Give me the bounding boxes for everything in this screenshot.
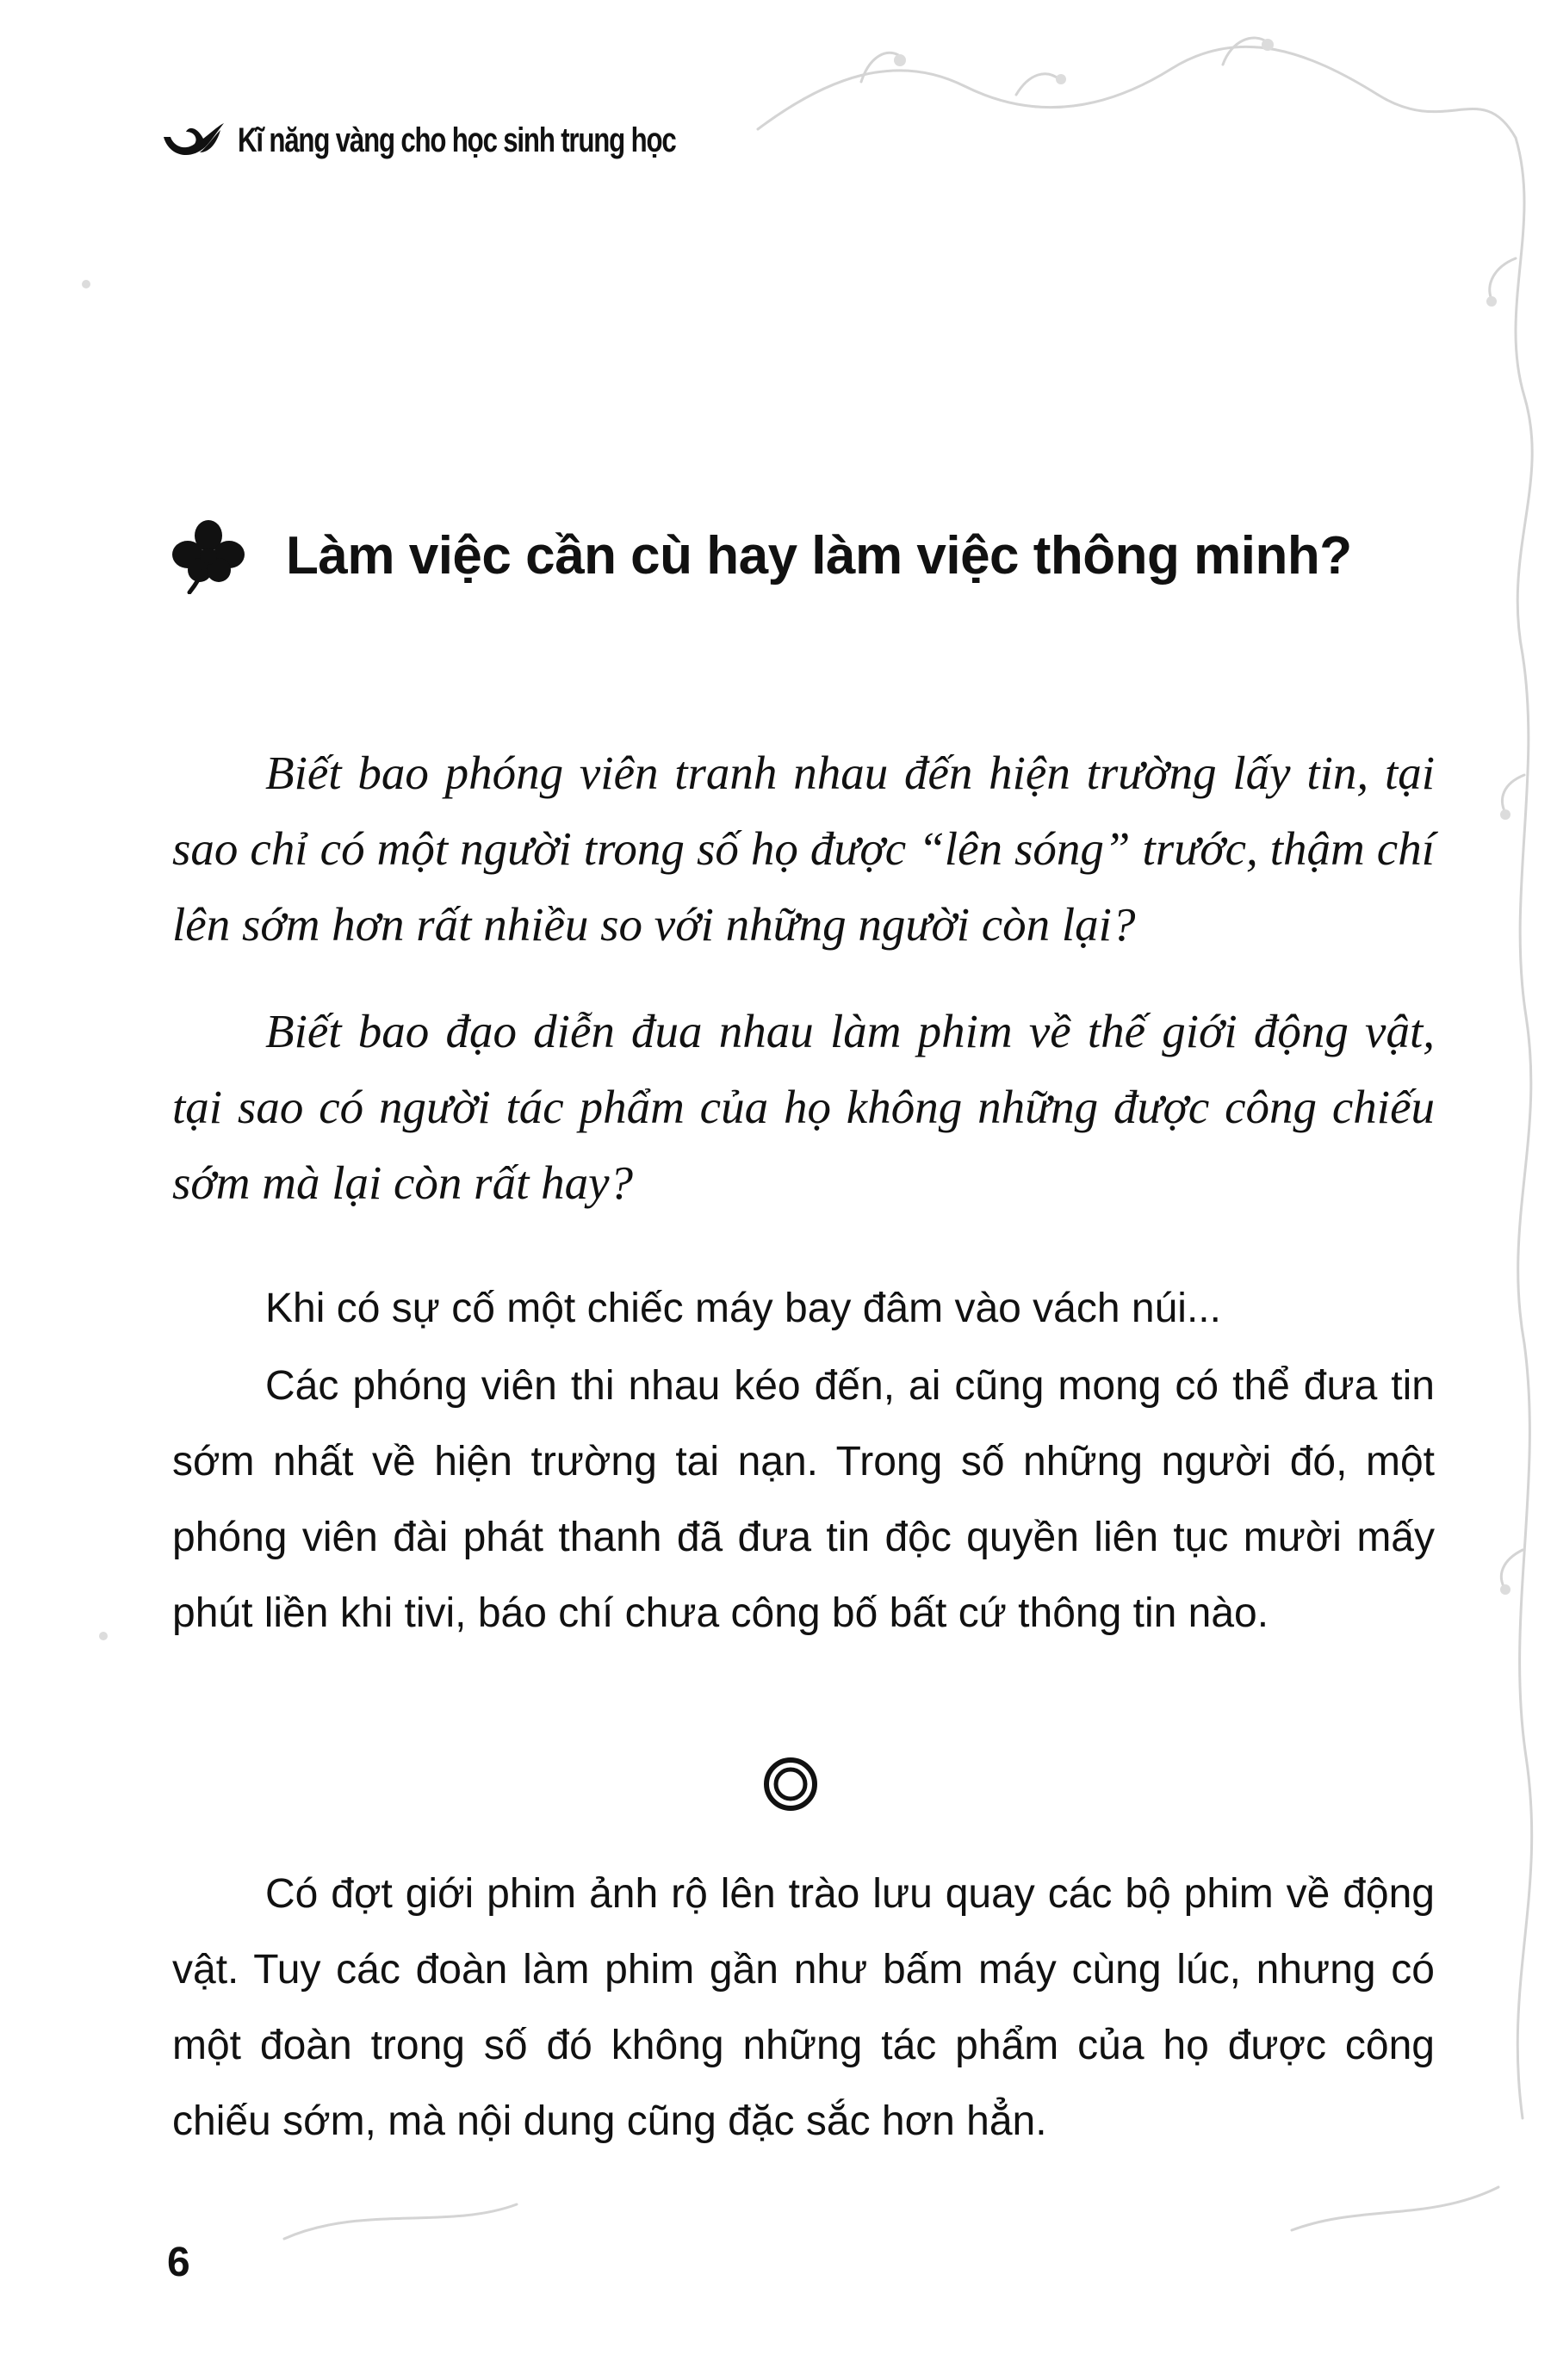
page-number: 6 <box>167 2240 190 2285</box>
section-title: Làm việc cần cù hay làm việc thông minh? <box>286 525 1352 586</box>
intro-paragraph-2: Biết bao đạo diễn đua nhau làm phim về thế giới động vật, tại sao có người tác phẩm của họ không những được công chiếu sớm mà lại còn rất hay? <box>172 1005 1435 1209</box>
running-header <box>160 110 799 170</box>
clover-icon <box>165 517 251 594</box>
body-paragraph-1: Khi có sự cố một chiếc máy bay đâm vào vách núi... <box>265 1286 1221 1331</box>
body-paragraph-3: Có đợt giới phim ảnh rộ lên trào lưu quay các bộ phim về động vật. Tuy các đoàn làm phim gần như bấm máy cùng lúc, nhưng có một đoàn trong số đó không những tác phẩm của họ được công chiếu sớm, mà nội dung cũng đặc sắc hơn hẳn. <box>172 1871 1435 2144</box>
swoosh-logo-icon <box>160 118 227 163</box>
running-header-title: Kĩ năng vàng cho học sinh trung học <box>238 121 676 159</box>
section-heading <box>165 517 1352 594</box>
body-paragraph-2: Các phóng viên thi nhau kéo đến, ai cũng mong có thể đưa tin sớm nhất về hiện trường tai nạn. Trong số những người đó, một phóng viên đài phát thanh đã đưa tin độc quyền liên tục mười mấy phút liền khi tivi, báo chí chưa công bố bất cứ thông tin nào. <box>172 1363 1435 1636</box>
intro-paragraph-1: Biết bao phóng viên tranh nhau đến hiện trường lấy tin, tại sao chỉ có một người trong số họ được “lên sóng” trước, thậm chí lên sớm hơn rất nhiều so với những người còn lại? <box>172 747 1435 951</box>
double-circle-divider-icon <box>761 1755 820 1813</box>
